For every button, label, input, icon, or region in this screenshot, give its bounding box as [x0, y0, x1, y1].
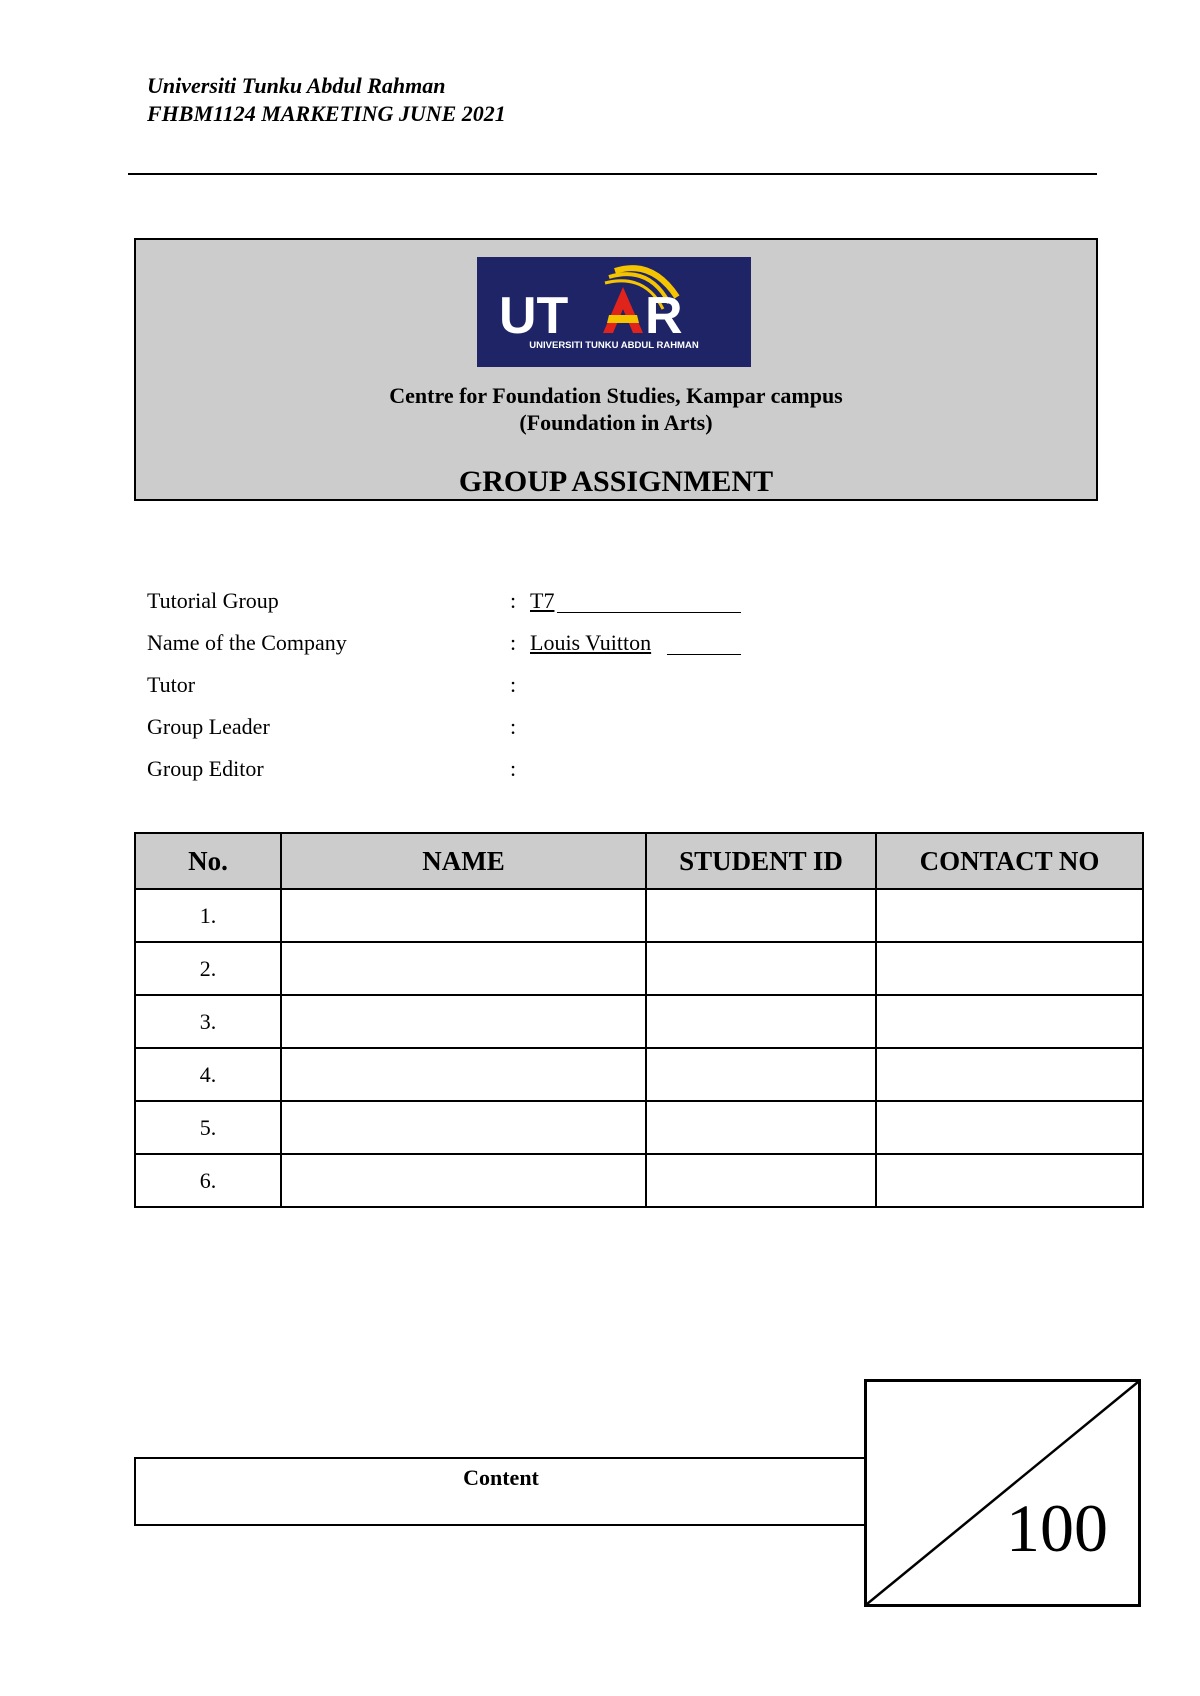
- contact-cell[interactable]: [876, 995, 1143, 1048]
- table-row: [135, 1154, 1143, 1207]
- field-colon: :: [510, 630, 517, 655]
- row-number: 2.: [135, 942, 281, 995]
- score-box: [864, 1379, 1141, 1607]
- field-colon: :: [510, 756, 517, 781]
- table-row: [135, 1101, 1143, 1154]
- student-id-cell[interactable]: [646, 942, 876, 995]
- student-id-cell[interactable]: [646, 1048, 876, 1101]
- table-row: [135, 995, 1143, 1048]
- student-id-cell[interactable]: [646, 995, 876, 1048]
- name-cell[interactable]: [281, 1101, 646, 1154]
- utar-logo: [477, 257, 751, 367]
- contact-cell[interactable]: [876, 1101, 1143, 1154]
- student-id-cell[interactable]: [646, 1101, 876, 1154]
- members-table: [134, 832, 1144, 1208]
- score-total: 100: [1006, 1490, 1108, 1566]
- name-cell[interactable]: [281, 1154, 646, 1207]
- svg-text:UNIVERSITI TUNKU ABDUL RAHMAN: UNIVERSITI TUNKU ABDUL RAHMAN: [529, 340, 699, 351]
- field-label: Tutorial Group: [147, 588, 279, 613]
- name-cell[interactable]: [281, 889, 646, 942]
- utar-logo-graphic: [477, 257, 751, 367]
- field-colon: :: [510, 588, 517, 613]
- row-number: 4.: [135, 1048, 281, 1101]
- name-cell[interactable]: [281, 1048, 646, 1101]
- row-number: 5.: [135, 1101, 281, 1154]
- centre-name: Centre for Foundation Studies, Kampar campus: [389, 383, 843, 408]
- student-id-cell[interactable]: [646, 1154, 876, 1207]
- table-row: [135, 889, 1143, 942]
- contact-cell[interactable]: [876, 1154, 1143, 1207]
- content-label: Content: [463, 1465, 539, 1490]
- name-cell[interactable]: [281, 995, 646, 1048]
- field-value: Louis Vuitton: [530, 630, 652, 655]
- svg-text:R: R: [645, 287, 683, 345]
- field-label: Name of the Company: [147, 630, 347, 655]
- column-header-no: No.: [135, 833, 281, 889]
- column-header-student-id: STUDENT ID: [646, 833, 876, 889]
- field-label: Group Editor: [147, 756, 264, 781]
- programme-name: (Foundation in Arts): [519, 410, 713, 435]
- svg-text:UT: UT: [499, 287, 569, 345]
- field-colon: :: [510, 714, 517, 739]
- contact-cell[interactable]: [876, 1048, 1143, 1101]
- field-value: T7: [530, 588, 555, 613]
- field-label: Group Leader: [147, 714, 270, 739]
- field-label: Tutor: [147, 672, 196, 697]
- name-cell[interactable]: [281, 942, 646, 995]
- contact-cell[interactable]: [876, 889, 1143, 942]
- blank-line: [667, 654, 741, 655]
- field-colon: :: [510, 672, 517, 697]
- table-row: [135, 942, 1143, 995]
- content-marks-box: [134, 1457, 866, 1526]
- row-number: 1.: [135, 889, 281, 942]
- student-id-cell[interactable]: [646, 889, 876, 942]
- header-divider: [128, 173, 1097, 175]
- table-row: [135, 1048, 1143, 1101]
- course-title: FHBM1124 MARKETING JUNE 2021: [147, 101, 506, 126]
- table-header-row: [135, 833, 1143, 889]
- contact-cell[interactable]: [876, 942, 1143, 995]
- cover-banner: [134, 238, 1098, 501]
- row-number: 6.: [135, 1154, 281, 1207]
- column-header-name: NAME: [281, 833, 646, 889]
- column-header-contact: CONTACT NO: [876, 833, 1143, 889]
- row-number: 3.: [135, 995, 281, 1048]
- document-header: [147, 72, 506, 128]
- university-name: Universiti Tunku Abdul Rahman: [147, 73, 446, 98]
- assignment-title: GROUP ASSIGNMENT: [458, 465, 774, 498]
- blank-line: [557, 612, 741, 613]
